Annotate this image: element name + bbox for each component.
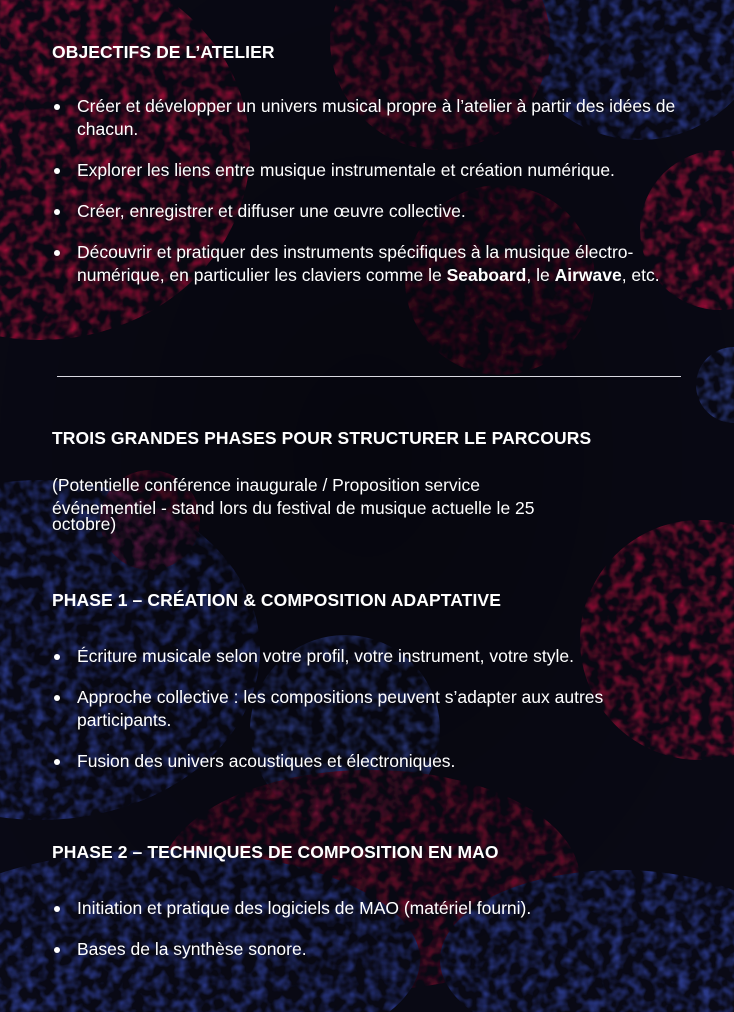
bullet-icon bbox=[54, 654, 60, 660]
list-item: Initiation et pratique des logiciels de MAO (matériel fourni). bbox=[52, 897, 692, 920]
list-item: Approche collective : les compositions peuvent s’adapter aux autres participants. bbox=[52, 686, 692, 732]
list-item: Fusion des univers acoustiques et électroniques. bbox=[52, 750, 692, 773]
list-item: Créer, enregistrer et diffuser une œuvre collective. bbox=[52, 200, 692, 223]
phase1-list bbox=[52, 645, 692, 791]
phases-note: (Potentielle conférence inaugurale / Proposition service événementiel - stand lors du festival de musique actuelle le 25 octobre) bbox=[52, 475, 535, 534]
bullet-icon bbox=[54, 168, 60, 174]
list-item: Créer et développer un univers musical propre à l’atelier à partir des idées de chacun. bbox=[52, 95, 692, 141]
list-item: Explorer les liens entre musique instrumentale et création numérique. bbox=[52, 159, 692, 182]
seaboard-term: Seaboard bbox=[446, 265, 527, 285]
list-item: Bases de la synthèse sonore. bbox=[52, 938, 692, 961]
bullet-icon bbox=[54, 906, 60, 912]
bullet-icon bbox=[54, 759, 60, 765]
bullet-icon bbox=[54, 947, 60, 953]
list-item: Écriture musicale selon votre profil, votre instrument, votre style. bbox=[52, 645, 692, 668]
airwave-term: Airwave bbox=[554, 265, 622, 285]
bullet-icon bbox=[54, 209, 60, 215]
section-divider bbox=[57, 376, 681, 377]
phases-heading: TROIS GRANDES PHASES POUR STRUCTURER LE PARCOURS bbox=[52, 428, 592, 448]
phase1-heading: PHASE 1 – CRÉATION & COMPOSITION ADAPTATIVE bbox=[52, 590, 501, 610]
bullet-icon bbox=[54, 695, 60, 701]
list-item: Découvrir et pratiquer des instruments spécifiques à la musique électro-numérique, en particulier les claviers comme le Seaboard, le Airwave, etc. bbox=[52, 241, 692, 287]
bullet-icon bbox=[54, 104, 60, 110]
objectives-list bbox=[52, 95, 692, 305]
bullet-icon bbox=[54, 250, 60, 256]
phase2-list bbox=[52, 897, 692, 979]
phase2-heading: PHASE 2 – TECHNIQUES DE COMPOSITION EN MAO bbox=[52, 842, 499, 862]
objectives-heading: OBJECTIFS DE L’ATELIER bbox=[52, 42, 275, 62]
